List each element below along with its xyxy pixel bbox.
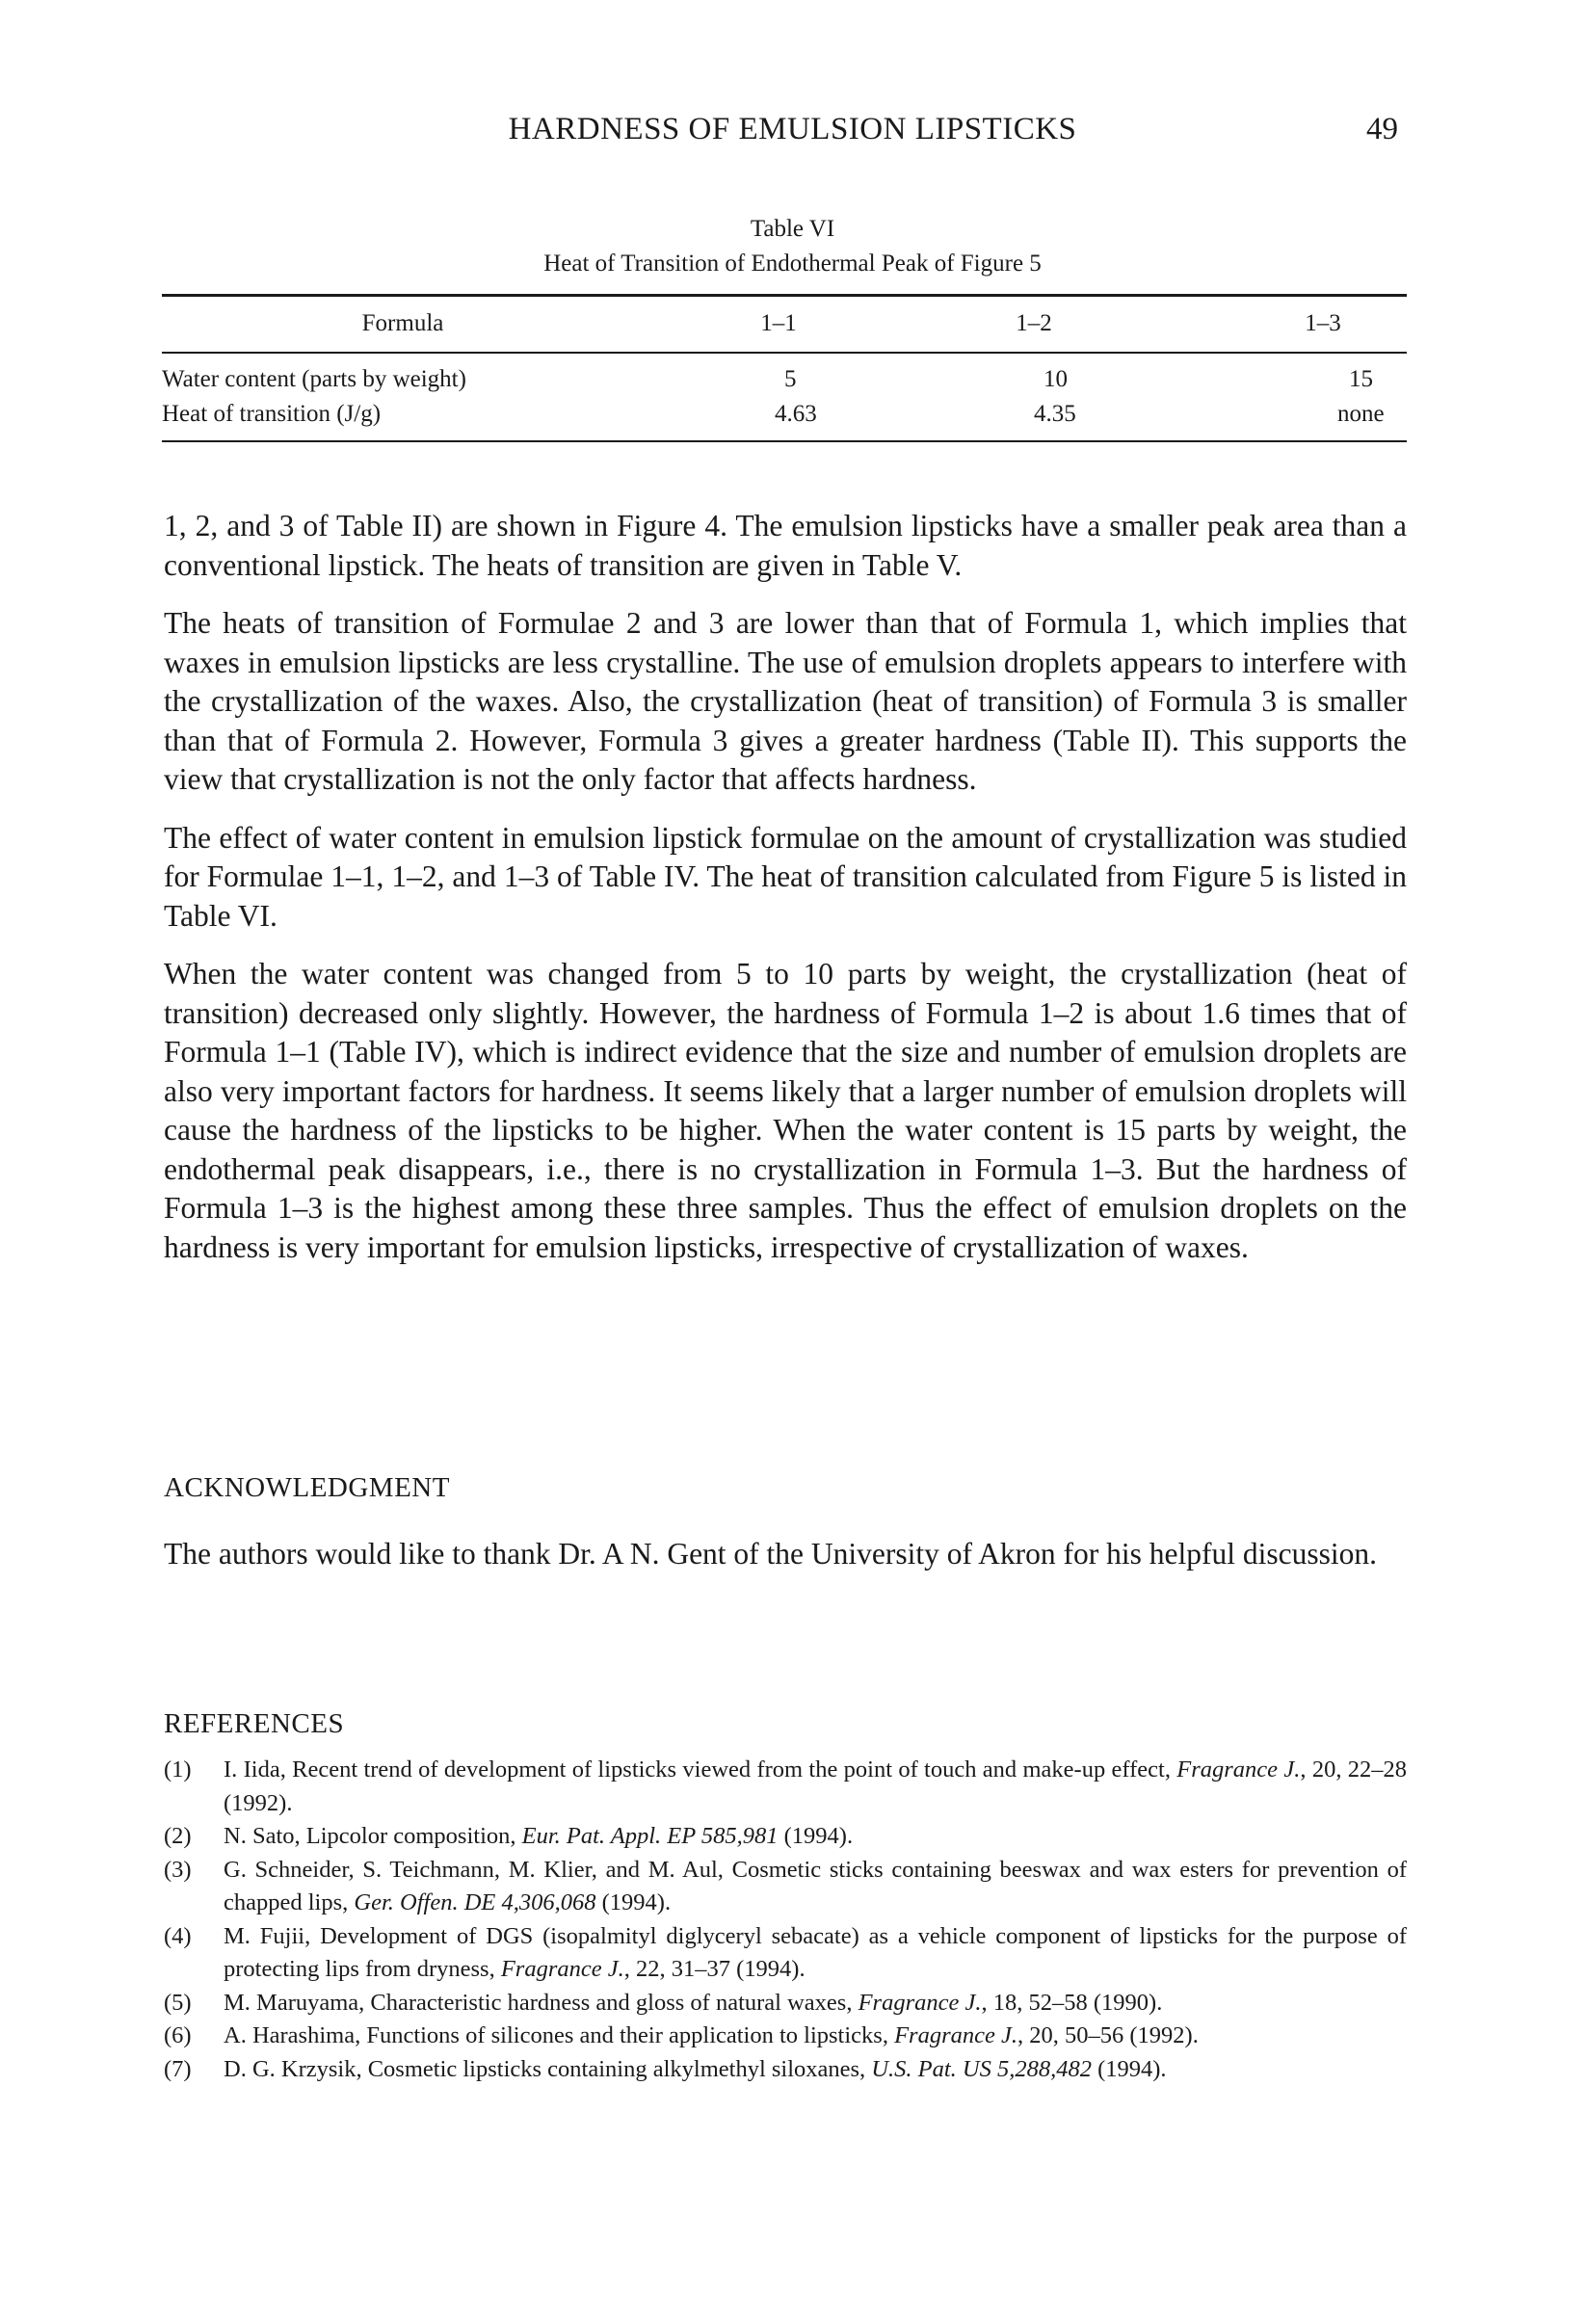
reference-source: U.S. Pat. US 5,288,482: [871, 2055, 1092, 2082]
reference-number: (4): [164, 1922, 192, 1949]
reference-text: N. Sato, Lipcolor composition,: [224, 1823, 522, 1849]
reference-item: [164, 1754, 1407, 1820]
reference-number: (2): [164, 1823, 192, 1849]
table-label: Table VI: [750, 216, 835, 242]
reference-text: , 20, 50–56 (1992).: [1017, 2022, 1199, 2048]
reference-text: M. Maruyama, Characteristic hardness and gloss of natural waxes,: [224, 1989, 859, 2016]
table-title: Heat of Transition of Endothermal Peak of Figure 5: [543, 251, 1042, 277]
reference-text: , 20, 22–28 (1992).: [224, 1756, 1408, 1816]
reference-text: A. Harashima, Functions of silicones and their application to lipsticks,: [224, 2022, 895, 2048]
table-header-cell: 1–1: [760, 310, 797, 336]
reference-item: [164, 2020, 1407, 2053]
reference-text: D. G. Krzysik, Cosmetic lipsticks containing alkylmethyl siloxanes,: [224, 2055, 872, 2082]
paragraph: 1, 2, and 3 of Table II) are shown in Figure 4. The emulsion lipsticks have a smaller peak area than a conventional lipstick. The heats of transition are given in Table V.: [164, 509, 1407, 582]
reference-item: [164, 1920, 1407, 1987]
acknowledgment-paragraph: The authors would like to thank Dr. A N. Gent of the University of Akron for his helpful discussion.: [164, 1537, 1377, 1571]
table-row: [162, 401, 1407, 432]
table-header-label: Formula: [361, 310, 444, 336]
reference-source: Ger. Offen. DE 4,306,068: [354, 1889, 596, 1915]
reference-item: [164, 1854, 1407, 1920]
table-header-cell: 1–2: [1016, 310, 1052, 336]
reference-text: (1994).: [1091, 2055, 1167, 2082]
reference-source: Eur. Pat. Appl. EP 585,981: [521, 1823, 779, 1849]
table-cell: none: [1337, 401, 1385, 427]
reference-text: G. Schneider, S. Teichmann, M. Klier, and M. Aul, Cosmetic sticks containing beeswax and wax esters for prevention of chapped lips,: [224, 1856, 1407, 1915]
reference-number: (7): [164, 2055, 192, 2082]
reference-text: M. Fujii, Development of DGS (isopalmityl diglyceryl sebacate) as a vehicle component of lipsticks for the purpose of protecting lips from dryness,: [224, 1922, 1407, 1982]
table-cell: 10: [1043, 366, 1068, 392]
body-text: [164, 507, 1407, 1286]
table-cell: 4.63: [775, 401, 817, 427]
reference-source: Fragrance J.: [894, 2022, 1018, 2048]
reference-number: (5): [164, 1989, 192, 2016]
reference-text: (1994).: [778, 1823, 854, 1849]
table-row-label: Water content (parts by weight): [162, 366, 466, 392]
table-row: [162, 366, 1407, 397]
running-head: [0, 112, 1585, 154]
reference-source: Fragrance J.: [1176, 1756, 1301, 1783]
paragraph: When the water content was changed from 5 to 10 parts by weight, the crystallization (heat of transition) decreased only slightly. However, the hardness of Formula 1–2 is about 1.6 times that of Formula 1–1 (Table IV), which is indirect evidence that the size and number of emulsion droplets are also very important factors for hardness. It seems likely that a larger number of emulsion droplets will cause the hardness of the lipsticks to be higher. When the water content is 15 parts by weight, the endothermal peak disappears, i.e., there is no crystallization in Formula 1–3. But the hardness of Formula 1–3 is the highest among these three samples. Thus the effect of emulsion droplets on the hardness is very important for emulsion lipsticks, irrespective of crystallization of waxes.: [164, 957, 1407, 1264]
reference-text: (1994).: [595, 1889, 672, 1915]
reference-text: I. Iida, Recent trend of development of lipsticks viewed from the point of touch and make-up effect,: [224, 1756, 1177, 1783]
acknowledgment-text: [164, 1535, 1407, 1594]
reference-text: , 22, 31–37 (1994).: [623, 1956, 806, 1982]
reference-text: , 18, 52–58 (1990).: [981, 1989, 1163, 2016]
reference-source: Fragrance J.: [858, 1989, 982, 2016]
references-heading: REFERENCES: [164, 1708, 345, 1739]
table-row-label: Heat of transition (J/g): [162, 401, 382, 427]
table-header-rule: [162, 352, 1407, 354]
table-cell: 15: [1349, 366, 1373, 392]
reference-number: (3): [164, 1856, 192, 1883]
running-title: HARDNESS OF EMULSION LIPSTICKS: [508, 112, 1077, 146]
reference-item: [164, 2053, 1407, 2087]
reference-number: (1): [164, 1756, 192, 1783]
paragraph: The heats of transition of Formulae 2 and 3 are lower than that of Formula 1, which implies that waxes in emulsion lipsticks are less crystalline. The use of emulsion droplets appears to interfere with the crystallization of the waxes. Also, the crystallization (heat of transition) of Formula 3 is smaller than that of Formula 2. However, Formula 3 gives a greater hardness (Table II). This supports the view that crystallization is not the only factor that affects hardness.: [164, 606, 1407, 796]
reference-item: [164, 1987, 1407, 2020]
table-top-rule: [162, 294, 1407, 297]
table-caption: [0, 212, 1585, 281]
table-cell: 4.35: [1034, 401, 1076, 427]
reference-item: [164, 1820, 1407, 1854]
reference-list: [164, 1754, 1407, 2086]
reference-source: Fragrance J.: [500, 1956, 624, 1982]
reference-number: (6): [164, 2022, 192, 2048]
table-bottom-rule: [162, 440, 1407, 442]
acknowledgment-heading: ACKNOWLEDGMENT: [164, 1472, 450, 1503]
table-header-cell: 1–3: [1305, 310, 1341, 336]
page-number: 49: [1366, 112, 1398, 146]
table-header-row: [162, 310, 1407, 341]
paragraph: The effect of water content in emulsion lipstick formulae on the amount of crystallization was studied for Formulae 1–1, 1–2, and 1–3 of Table IV. The heat of transition calculated from Figure 5 is listed in Table VI.: [164, 820, 1407, 933]
table-cell: 5: [784, 366, 797, 392]
